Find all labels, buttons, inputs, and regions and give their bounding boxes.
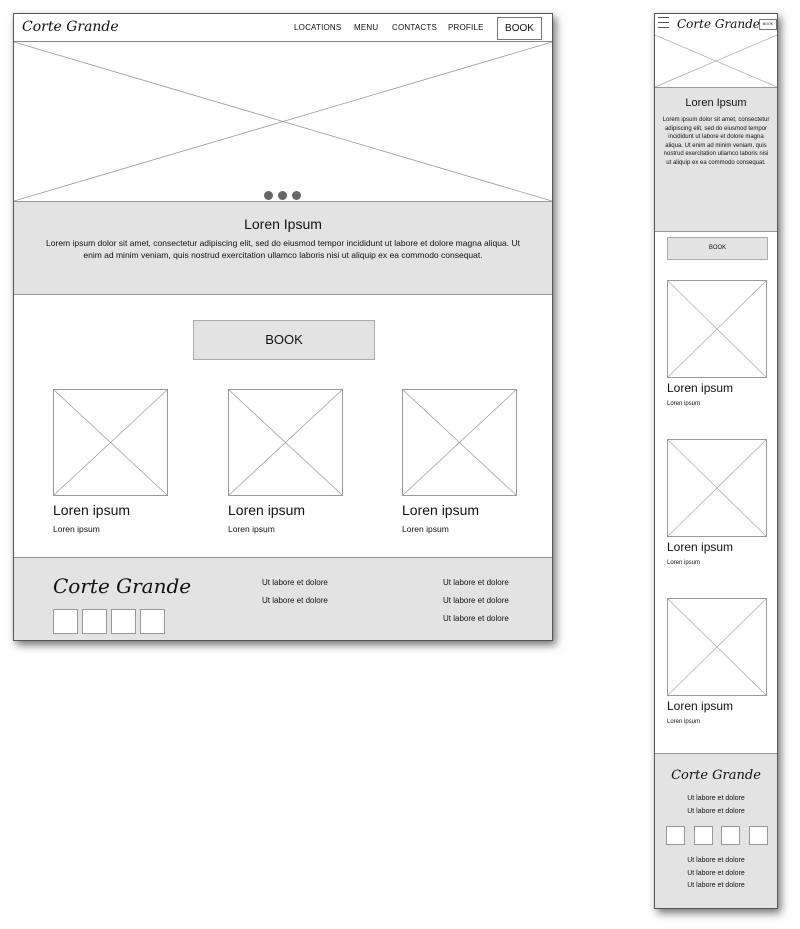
- intro-body: Lorem ipsum dolor sit amet, consectetur adipiscing elit, sed do eiusmod tempor incididunt ut labore et dolore magna aliqua. Ut enim ad minim veniam, quis nostrud exercitation ullamco laboris nisi ut aliquip ex ea commodo consequat.: [46, 238, 520, 260]
- footer-link[interactable]: Ut labore et dolore: [262, 596, 328, 605]
- mobile-book-button[interactable]: BOOK: [667, 237, 768, 260]
- mobile-card[interactable]: [667, 439, 767, 566]
- card-subtitle: Loren ipsum: [667, 719, 701, 725]
- card-subtitle: Loren ipsum: [402, 524, 449, 534]
- footer-link[interactable]: Ut labore et dolore: [687, 869, 745, 877]
- image-placeholder-icon: [668, 440, 766, 536]
- mobile-hero-image-placeholder: [655, 35, 777, 87]
- card[interactable]: [53, 389, 168, 534]
- image-placeholder-icon: [403, 390, 516, 495]
- mobile-logo[interactable]: Corte Grande: [677, 17, 760, 31]
- card[interactable]: [402, 389, 517, 534]
- hero-image-placeholder: [14, 42, 552, 201]
- hero-image-icon: [14, 42, 552, 201]
- desktop-wireframe: [13, 13, 553, 641]
- footer-link[interactable]: Ut labore et dolore: [262, 578, 328, 587]
- footer-link[interactable]: Ut labore et dolore: [443, 596, 509, 605]
- carousel-dot[interactable]: [264, 191, 273, 200]
- footer-link[interactable]: Ut labore et dolore: [687, 882, 745, 889]
- mobile-footer-links-top: [655, 793, 777, 818]
- card-title: Loren ipsum: [53, 502, 131, 518]
- mobile-card[interactable]: [667, 280, 767, 407]
- card-subtitle: Loren ipsum: [667, 560, 701, 566]
- desktop-header: [14, 14, 552, 42]
- card-subtitle: Loren ipsum: [667, 401, 701, 407]
- social-icon[interactable]: [694, 826, 713, 845]
- image-placeholder-icon: [229, 390, 342, 495]
- nav-locations[interactable]: LOCATIONS: [294, 23, 342, 32]
- footer-link[interactable]: Ut labore et dolore: [443, 578, 509, 587]
- card-title: Loren ipsum: [667, 540, 734, 554]
- nav-contacts[interactable]: CONTACTS: [392, 23, 438, 32]
- mobile-intro-section: [655, 87, 777, 232]
- mobile-card[interactable]: [667, 598, 767, 725]
- footer-links-col2: [443, 574, 509, 628]
- card-title: Loren ipsum: [667, 699, 734, 713]
- nav-profile[interactable]: PROFILE: [448, 23, 484, 32]
- social-icon[interactable]: [721, 826, 740, 845]
- carousel-dot[interactable]: [278, 191, 287, 200]
- card-subtitle: Loren ipsum: [53, 524, 100, 534]
- footer-link[interactable]: Ut labore et dolore: [687, 807, 745, 815]
- card-title: Loren ipsum: [667, 381, 734, 395]
- footer-link[interactable]: Ut labore et dolore: [687, 795, 745, 802]
- card-subtitle: Loren ipsum: [228, 524, 275, 534]
- mobile-header-book-button[interactable]: BOOK: [759, 19, 777, 30]
- social-icon[interactable]: [666, 826, 685, 845]
- mobile-intro-title: Loren Ipsum: [685, 97, 747, 109]
- card[interactable]: [228, 389, 343, 534]
- desktop-footer: [14, 557, 552, 641]
- social-icon[interactable]: [140, 609, 165, 634]
- desktop-logo[interactable]: Corte Grande: [22, 19, 119, 35]
- book-button[interactable]: BOOK: [193, 320, 375, 360]
- hero-image-icon: [655, 35, 777, 87]
- nav-menu[interactable]: MENU: [354, 23, 379, 32]
- social-icon[interactable]: [82, 609, 107, 634]
- footer-logo: Corte Grande: [53, 574, 192, 598]
- social-icon[interactable]: [111, 609, 136, 634]
- social-icon[interactable]: [53, 609, 78, 634]
- mobile-footer-links-bottom: [655, 855, 777, 893]
- intro-title: Loren Ipsum: [244, 216, 322, 232]
- header-book-button[interactable]: BOOK: [497, 17, 542, 40]
- mobile-intro-body: Lorem ipsum dolor sit amet, consectetur adipiscing elit, sed do eiusmod tempor incididunt ut labore et dolore magna aliqua. Ut enim ad minim veniam, quis nostrud exercitation ullamco laboris nisi ut aliquip ex ea commodo consequat.: [662, 117, 770, 166]
- footer-links-col1: [262, 574, 328, 610]
- card-title: Loren ipsum: [228, 502, 306, 518]
- social-icon[interactable]: [749, 826, 768, 845]
- image-placeholder-icon: [668, 281, 766, 377]
- image-placeholder-icon: [54, 390, 167, 495]
- carousel-dot[interactable]: [292, 191, 301, 200]
- footer-link[interactable]: Ut labore et dolore: [443, 614, 509, 623]
- footer-link[interactable]: Ut labore et dolore: [687, 857, 745, 864]
- card-title: Loren ipsum: [402, 502, 480, 518]
- hamburger-menu-icon[interactable]: [658, 17, 669, 32]
- mobile-wireframe: [654, 13, 778, 909]
- mobile-footer-logo: Corte Grande: [671, 768, 761, 783]
- image-placeholder-icon: [668, 599, 766, 695]
- mobile-header: [655, 14, 777, 35]
- mobile-footer: [655, 753, 777, 909]
- intro-section: [14, 201, 552, 295]
